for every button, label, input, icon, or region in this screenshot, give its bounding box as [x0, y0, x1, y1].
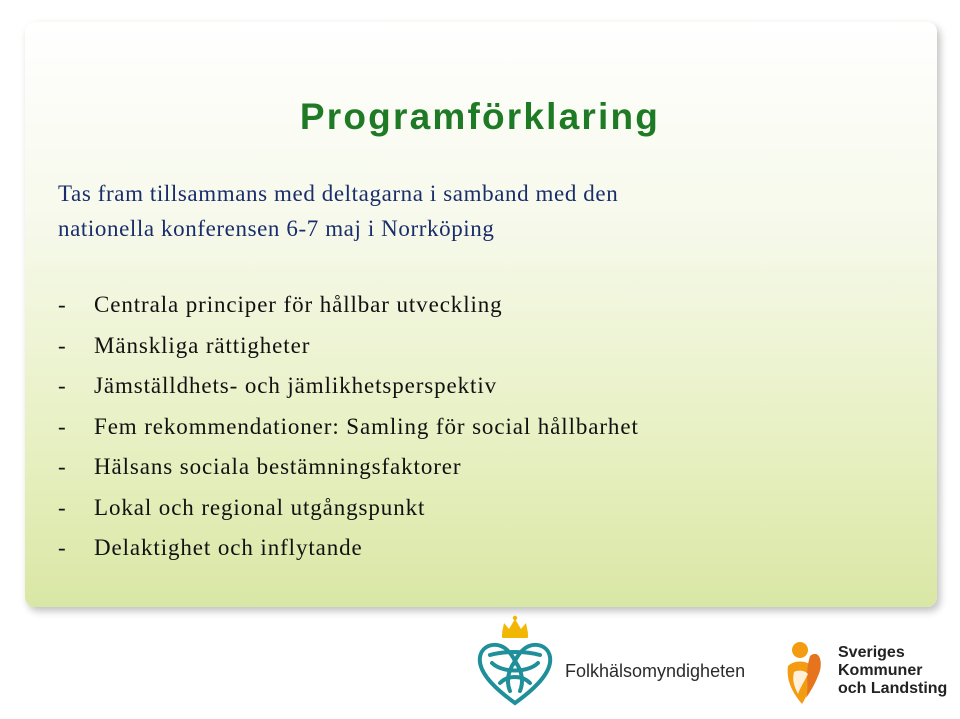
folkhalsomyndigheten-logo — [470, 615, 760, 711]
skl-logo — [780, 636, 950, 712]
page-title: Programförklaring — [299, 96, 661, 137]
bullet-text: Delaktighet och inflytande — [94, 535, 363, 560]
bullet-dash: - — [58, 494, 67, 520]
bullet-text: Fem rekommendationer: Samling för social hållbarhet — [94, 413, 639, 439]
logo-text — [838, 644, 947, 698]
crowned-heart-knot-icon — [470, 615, 560, 711]
bullet-text: Mänskliga rättigheter — [94, 332, 311, 358]
list-item — [58, 447, 639, 488]
list-item — [58, 488, 639, 529]
list-item — [58, 528, 639, 569]
list-item — [58, 407, 639, 448]
bullet-dash: - — [58, 373, 67, 398]
list-item — [58, 285, 639, 326]
flame-figure-icon — [780, 636, 832, 708]
bullet-dash: - — [58, 292, 67, 317]
bullet-dash: - — [58, 454, 67, 479]
logo-text: Folkhälsomyndigheten — [565, 661, 746, 681]
bullet-text: Jämställdhets- och jämlikhetsperspektiv — [94, 373, 498, 398]
list-item — [58, 366, 639, 407]
logo-line: och Landsting — [838, 680, 948, 697]
bullet-text: Centrala principer för hållbar utveckling — [94, 292, 503, 317]
intro-text — [58, 176, 618, 246]
bullet-dash: - — [58, 413, 67, 439]
logo-line: Sveriges — [838, 644, 905, 661]
bullet-text: Lokal och regional utgångspunkt — [94, 494, 426, 520]
bullet-dash: - — [58, 535, 67, 560]
bullet-text: Hälsans sociala bestämningsfaktorer — [94, 454, 462, 479]
list-item — [58, 326, 639, 367]
intro-line: nationella konferensen 6-7 maj i Norrköping — [58, 216, 495, 241]
bullet-dash: - — [58, 332, 67, 358]
logo-line: Kommuner — [838, 662, 923, 679]
bullet-list — [58, 285, 639, 569]
intro-line: Tas fram tillsammans med deltagarna i samband med den — [58, 181, 619, 206]
